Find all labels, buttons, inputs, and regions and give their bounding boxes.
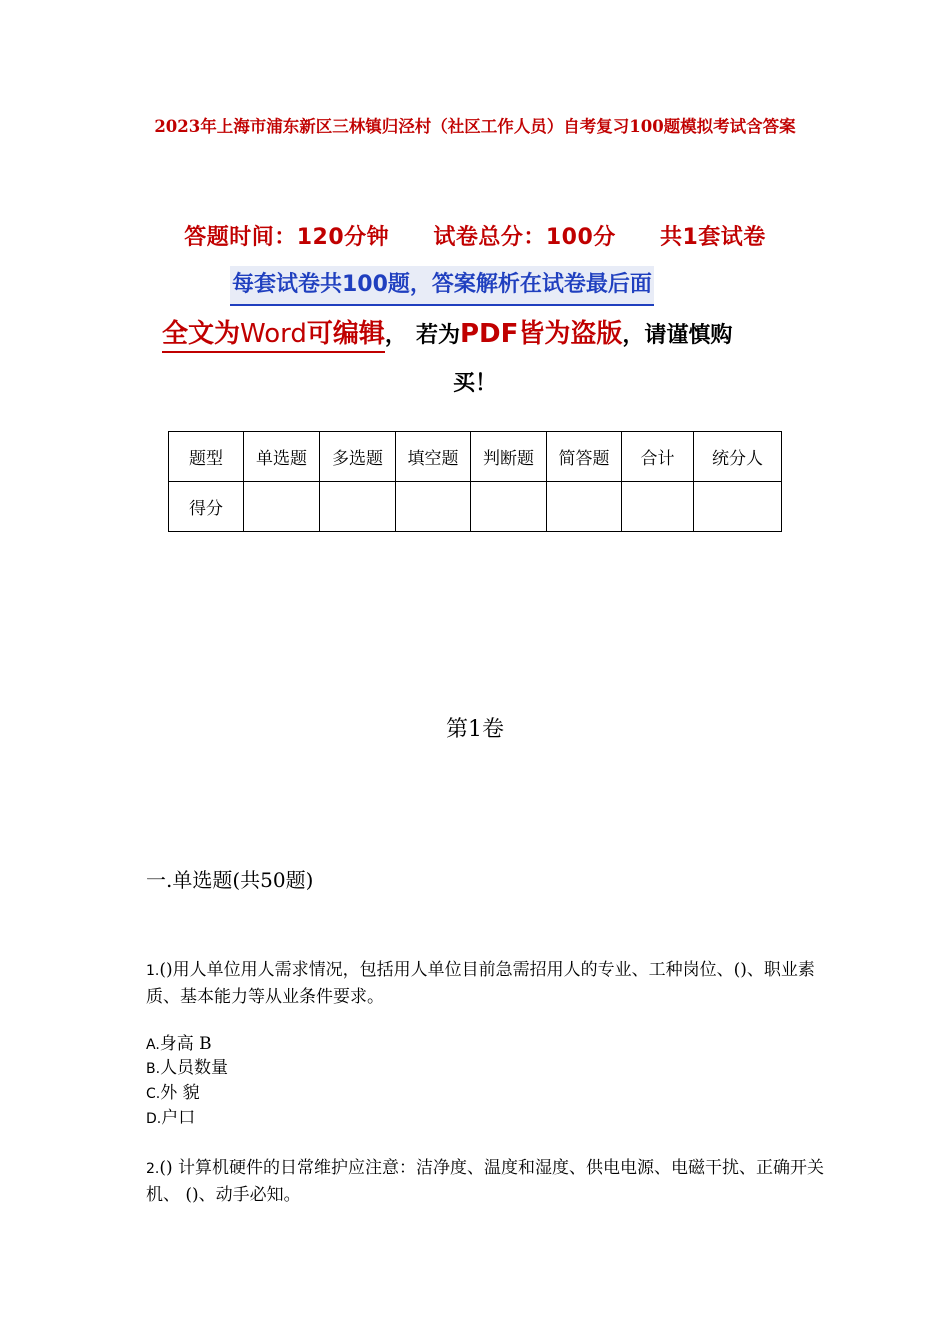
piracy-notice bbox=[162, 310, 802, 360]
option-text: 外 貌 bbox=[160, 1083, 200, 1103]
option-text: 户口 bbox=[161, 1108, 196, 1128]
answer-notice: 每套试卷共100题，答案解析在试卷最后面 bbox=[230, 266, 654, 306]
score-table-header-row bbox=[169, 432, 782, 482]
score-header-cell: 题型 bbox=[169, 432, 244, 482]
question-number: 1. bbox=[146, 963, 160, 979]
option-d[interactable] bbox=[146, 1106, 195, 1132]
option-letter: D. bbox=[146, 1111, 162, 1127]
score-cell[interactable] bbox=[694, 482, 782, 532]
exam-info bbox=[0, 220, 950, 251]
document-title: 2023年上海市浦东新区三林镇归泾村（社区工作人员）自考复习100题模拟考试含答案 bbox=[154, 117, 796, 136]
question-text: () 计算机硬件的日常维护应注意：洁净度、温度和湿度、供电电源、电磁干扰、正确开关机、 ()、动手必知。 bbox=[146, 1158, 825, 1205]
promo-text-6: 买！ bbox=[452, 371, 497, 396]
exam-sets: 共1套试卷 bbox=[659, 225, 766, 250]
promo-word: Word bbox=[240, 319, 307, 349]
score-cell[interactable] bbox=[244, 482, 320, 532]
question-text: ()用人单位用人需求情况，包括用人单位目前急需招用人的专业、工种岗位、()、职业素质、基本能力等从业条件要求。 bbox=[146, 960, 815, 1007]
section-heading: 一.单选题(共50题) bbox=[146, 868, 314, 892]
score-cell[interactable] bbox=[622, 482, 694, 532]
option-b[interactable] bbox=[146, 1056, 228, 1082]
score-header-cell: 合计 bbox=[622, 432, 694, 482]
volume-heading: 第1卷 bbox=[446, 717, 504, 742]
score-cell[interactable] bbox=[320, 482, 396, 532]
option-c[interactable] bbox=[146, 1081, 200, 1107]
score-header-cell: 统分人 bbox=[694, 432, 782, 482]
score-row-label: 得分 bbox=[169, 482, 244, 532]
promo-comma-1: ， bbox=[384, 323, 407, 348]
question-1 bbox=[146, 957, 826, 1010]
score-header-cell: 单选题 bbox=[244, 432, 320, 482]
option-a[interactable] bbox=[146, 1032, 212, 1058]
promo-text-2: 可编辑 bbox=[306, 319, 385, 349]
question-number: 2. bbox=[146, 1161, 160, 1177]
promo-text-4: PDF皆为盗版 bbox=[459, 319, 623, 349]
score-table-score-row bbox=[169, 482, 782, 532]
score-cell[interactable] bbox=[547, 482, 622, 532]
score-cell[interactable] bbox=[471, 482, 547, 532]
option-text: 身高 B bbox=[159, 1034, 212, 1054]
exam-time: 答题时间：120分钟 bbox=[184, 225, 390, 250]
score-header-cell: 简答题 bbox=[547, 432, 622, 482]
score-table bbox=[168, 431, 782, 532]
score-cell[interactable] bbox=[396, 482, 471, 532]
question-2 bbox=[146, 1155, 826, 1208]
exam-total-score: 试卷总分：100分 bbox=[433, 225, 616, 250]
promo-comma-2: ， bbox=[622, 323, 645, 348]
option-letter: B. bbox=[146, 1061, 161, 1077]
promo-text-3: 若为 bbox=[415, 323, 460, 348]
promo-text-1: 全文为 bbox=[162, 319, 241, 349]
score-header-cell: 填空题 bbox=[396, 432, 471, 482]
score-header-cell: 判断题 bbox=[471, 432, 547, 482]
option-letter: C. bbox=[146, 1086, 161, 1102]
score-header-cell: 多选题 bbox=[320, 432, 396, 482]
option-letter: A. bbox=[146, 1037, 160, 1053]
option-text: 人员数量 bbox=[160, 1058, 229, 1078]
promo-text-5: 请谨慎购 bbox=[644, 323, 733, 348]
